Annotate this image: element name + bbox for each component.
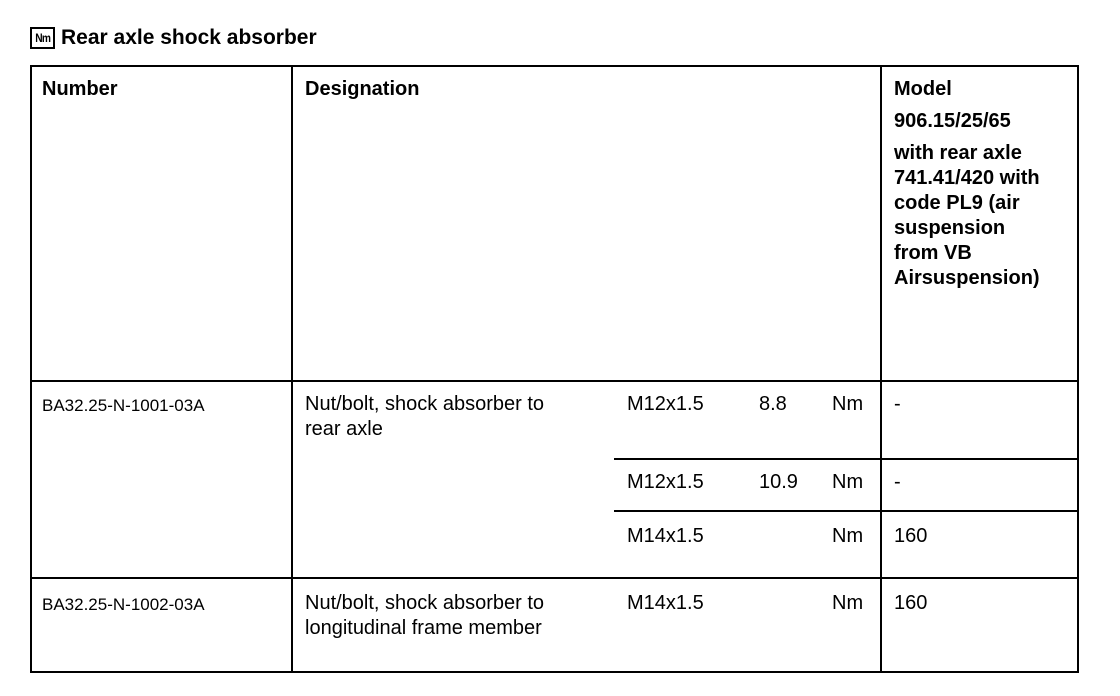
section-title: Rear axle shock absorber: [61, 26, 317, 49]
spec-value: 160: [894, 592, 928, 614]
column-divider: [291, 67, 293, 671]
model-line: Model: [894, 78, 952, 100]
model-line: with rear axle: [894, 142, 1022, 164]
row-designation: Nut/bolt, shock absorber to longitudinal frame member: [305, 592, 545, 639]
spec-unit: Nm: [832, 393, 864, 415]
section-heading: [30, 24, 317, 52]
nm-torque-icon: Nm: [30, 27, 55, 49]
spec-thread: M14x1.5: [627, 592, 704, 614]
spec-thread: M12x1.5: [627, 471, 704, 493]
spec-thread: M14x1.5: [627, 525, 704, 547]
model-line: code PL9 (air: [894, 192, 1020, 214]
row-divider: [614, 510, 1077, 512]
spec-unit: Nm: [832, 471, 864, 493]
row-divider: [32, 577, 1077, 579]
torque-table: [30, 65, 1079, 673]
header-model: [894, 77, 1040, 291]
spec-unit: Nm: [832, 525, 864, 547]
spec-grade: 8.8: [759, 393, 787, 415]
spec-unit: Nm: [832, 592, 864, 614]
spec-value: -: [894, 471, 901, 493]
row-number: BA32.25-N-1001-03A: [42, 396, 205, 415]
header-designation: Designation: [305, 78, 420, 100]
row-number: BA32.25-N-1002-03A: [42, 595, 205, 614]
model-line: from VB: [894, 242, 972, 264]
row-divider: [614, 458, 1077, 460]
spec-grade: 10.9: [759, 471, 798, 493]
row-designation: Nut/bolt, shock absorber to rear axle: [305, 393, 545, 440]
row-divider: [32, 380, 1077, 382]
spec-value: 160: [894, 525, 928, 547]
spec-thread: M12x1.5: [627, 393, 704, 415]
model-line: 906.15/25/65: [894, 110, 1011, 132]
model-line: suspension: [894, 217, 1006, 239]
header-number: Number: [42, 78, 118, 100]
column-divider: [880, 67, 882, 671]
model-line: 741.41/420 with: [894, 167, 1040, 189]
spec-value: -: [894, 393, 901, 415]
model-line: Airsuspension): [894, 267, 1040, 289]
